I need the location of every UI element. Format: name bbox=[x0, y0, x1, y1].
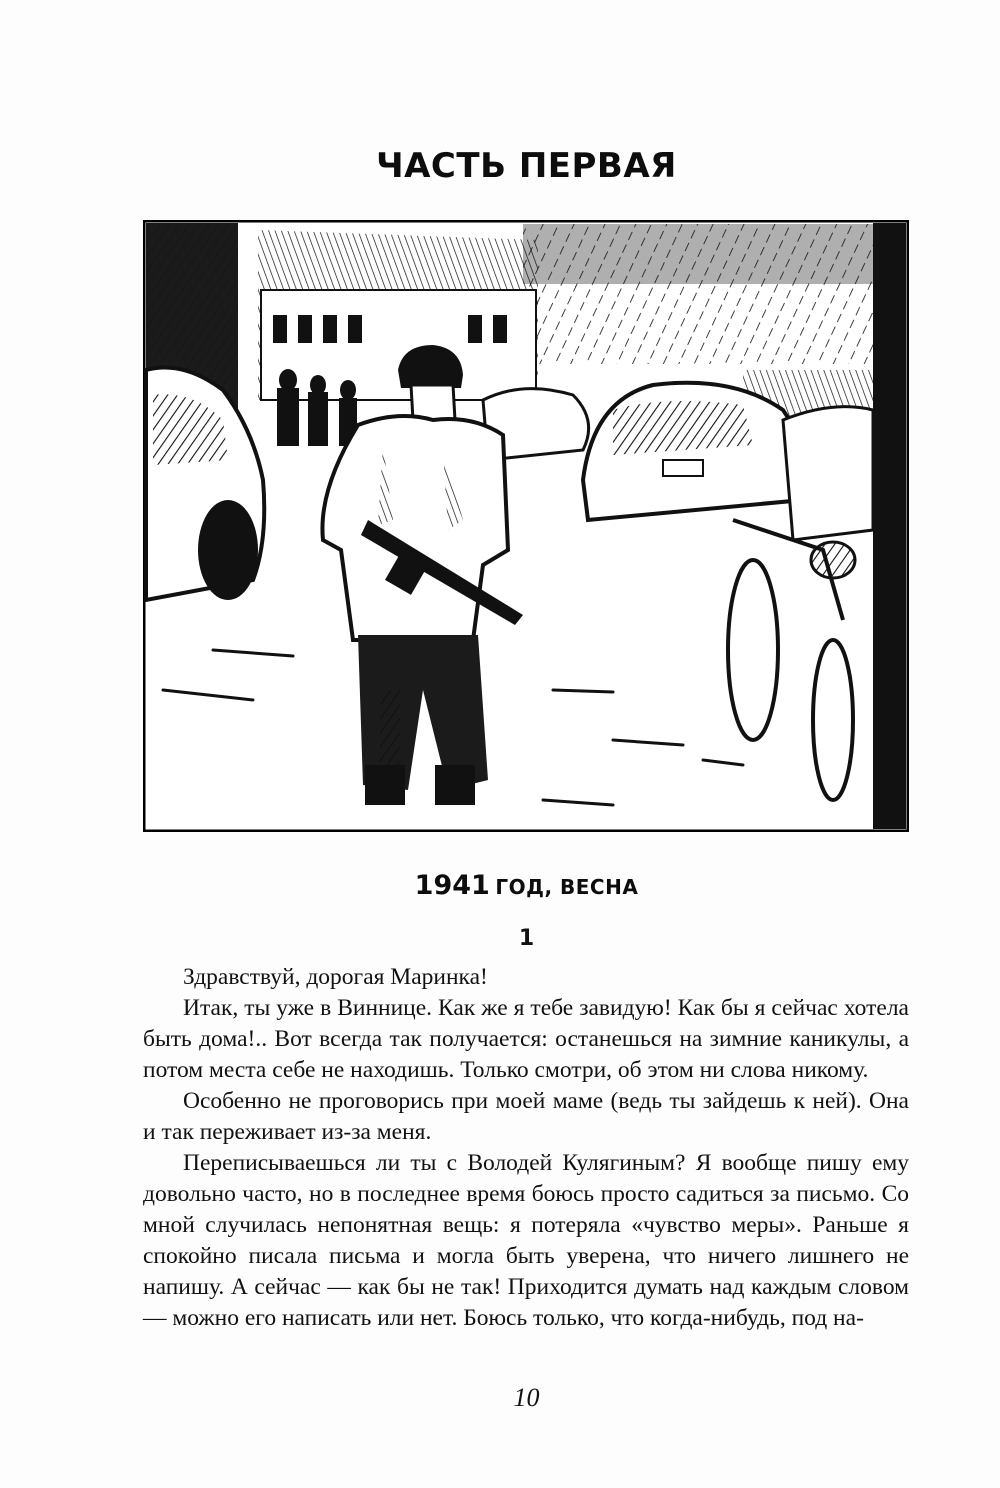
section-number: 1 bbox=[518, 926, 535, 951]
soldier-street-illustration-icon bbox=[143, 220, 909, 832]
letter-text bbox=[143, 962, 909, 1334]
chapter-heading bbox=[0, 870, 1000, 901]
chapter-season: ГОД, ВЕСНА bbox=[495, 875, 639, 899]
paragraph: Здравствуй, дорогая Маринка! bbox=[183, 964, 488, 990]
part-title: ЧАСТЬ ПЕРВАЯ bbox=[376, 146, 677, 186]
page-number: 10 bbox=[513, 1383, 540, 1412]
paragraph: Особенно не проговорись при моей маме (ведь ты зайдешь к ней). Она и так переживает из-за меня. bbox=[143, 1088, 909, 1145]
paragraph: Итак, ты уже в Виннице. Как же я тебе завидую! Как бы я сейчас хотела быть дома!.. Вот всегда так получается: останешься на зимние каникулы, а потом места себе не находишь. Только смотри, об этом ни слова никому. bbox=[143, 995, 909, 1083]
chapter-year: 1941 bbox=[414, 870, 490, 901]
paragraph: Переписываешься ли ты с Володей Кулягиным? Я вообще пишу ему довольно часто, но в последнее время боюсь просто садиться за письмо. Со мной случилась непонятная вещь: я потеряла «чувство меры». Раньше я спокойно писала письма и могла быть уверена, что ничего лишнего не напишу. А сейчас — как бы не так! Приходится думать над каждым словом — можно его написать или нет. Боюсь только, что когда-нибудь, под на- bbox=[143, 1150, 909, 1331]
